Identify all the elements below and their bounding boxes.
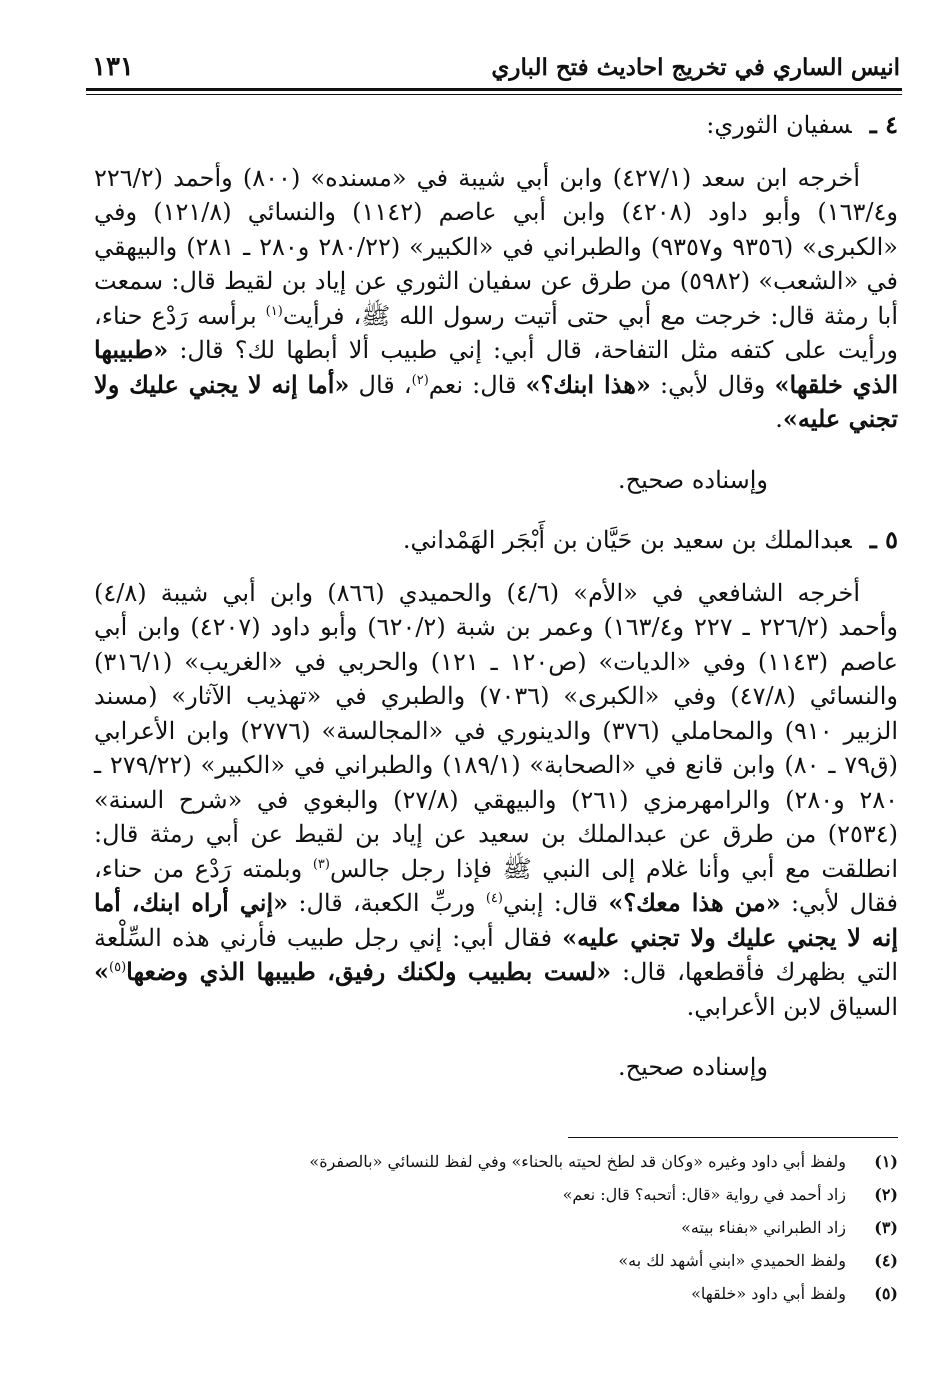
footnote-text: ولفظ الحميدي «ابني أشهد لك به» — [618, 1251, 846, 1270]
book-title: انيس الساري في تخريج احاديث فتح الباري — [491, 54, 900, 81]
footnote — [94, 1145, 898, 1178]
section-number: ٥ ـ — [869, 525, 898, 554]
footnote-number: (١) — [874, 1152, 898, 1171]
footnote-ref: (١) — [265, 303, 283, 319]
section-heading-4 — [94, 108, 898, 143]
footnote-ref: (٢) — [411, 372, 429, 388]
footnote-separator — [568, 1137, 898, 1138]
footnotes — [94, 1145, 898, 1310]
header-rule-thick — [86, 88, 902, 91]
narrator-name: عبدالملك بن سعيد بن حَيَّان بن أَبْجَر الهَمْداني. — [402, 526, 852, 554]
text-run: قال: نعم — [428, 370, 526, 399]
footnote-number: (٣) — [874, 1218, 898, 1237]
section-number: ٤ ـ — [869, 110, 898, 139]
footnote — [94, 1211, 898, 1244]
main-text — [94, 108, 898, 1085]
footnote — [94, 1277, 898, 1310]
text-run: فقال أبي: إني رجل طبيب فأرني هذه السِّلْعة التي بظهرك فأقطعها، قال: — [94, 923, 898, 986]
footnote-text: ولفظ أبي داود «خلقها» — [691, 1284, 846, 1303]
isnad-verdict: وإسناده صحيح. — [617, 465, 768, 494]
text-run: السياق لابن الأعرابي. — [686, 992, 898, 1021]
footnote — [94, 1178, 898, 1211]
footnote-number: (٤) — [874, 1251, 898, 1270]
hadith-quote: «إني أراه ابنك، أما إنه لا يجني عليك ولا تجني عليه» — [94, 888, 898, 952]
takhrij-paragraph-4 — [94, 161, 898, 437]
footnote-ref: (٣) — [312, 856, 330, 872]
text-run: وقال لأبي: — [650, 370, 775, 399]
header-rule-thin — [86, 94, 902, 95]
running-header — [92, 52, 900, 88]
hadith-quote: «طبيبها الذي خلقها» — [94, 335, 899, 399]
text-run: أخرجه ابن سعد (٤٢٧/١) وابن أبي شيبة في «مسنده» (٨٠٠) وأحمد (٢٢٦/٢ و١٦٣/٤) وأبو داود (٤٢٠٨) وابن أبي عاصم (١١٤٢) والنسائي (١٢١/٨) وفي «الكبرى» (٩٣٥٦ و٩٣٥٧) والطبراني في «الكبير» (٢٨٠/٢٢ و٢٨٠ ـ ٢٨١) والبيهقي في «الشعب» (٥٩٨٢) من طرق عن سفيان الثوري عن إياد بن لقيط قال: سمعت أبا رمثة قال: خرجت مع أبي حتى أتيت رسول الله ﷺ، فرأيت — [94, 163, 899, 330]
footnote-number: (٥) — [874, 1284, 898, 1303]
footnote-ref: (٥) — [109, 960, 127, 975]
footnote-text: زاد الطبراني «بفناء بيته» — [681, 1218, 846, 1237]
hadith-quote: «لست بطبيب ولكنك رفيق، طبيبها الذي وضعها — [126, 957, 612, 986]
footnote-text: ولفظ أبي داود وغيره «وكان قد لطخ لحيته بالحناء» وفي لفظ للنسائي «بالصفرة» — [309, 1152, 846, 1171]
hadith-quote: «أما إنه لا يجني عليك ولا تجني عليه» — [94, 369, 898, 433]
text-run: برأسه رَدْع حناء، ورأيت على كتفه مثل التفاحة، قال أبي: إني طبيب ألا أبطها لك؟ قال: — [94, 301, 898, 364]
text-run: . — [775, 405, 783, 433]
footnote-number: (٢) — [874, 1185, 898, 1204]
text-run: أخرجه الشافعي في «الأم» (٤/٦) والحميدي (٨٦٦) وابن أبي شيبة (٤/٨) وأحمد (٢٢٦/٢ ـ ٢٢٧ و١٦٣/٤) وعمر بن شبة (٦٢٠/٢) وأبو داود (٤٢٠٧) وابن أبي عاصم (١١٤٣) وفي «الديات» (ص١٢٠ ـ ١٢١) والحربي في «الغريب» (٣١٦/١) والنسائي (٤٧/٨) وفي «الكبرى» (٧٠٣٦) والطبري في «تهذيب الآثار» (مسند الزبير ٩١٠) والمحاملي (٣٧٦) والدينوري في «المجالسة» (٢٧٧٦) وابن الأعرابي (ق٧٩ ـ ٨٠) وابن قانع في «الصحابة» (١٨٩/١) والطبراني في «الكبير» (٢٧٩/٢٢ ـ ٢٨٠ و٢٨٠) والرامهرمزي (٢٦١) والبيهقي (٢٧/٨) والبغوي في «شرح السنة» (٢٥٣٤) من طرق عن عبدالملك بن سعيد عن إياد بن لقيط عن أبي رمثة قال: انطلقت مع أبي وأنا غلام إلى النبي ﷺ فإذا رجل جالس — [94, 578, 899, 883]
footnote — [94, 1244, 898, 1277]
hadith-quote: «من هذا معك؟» — [608, 888, 781, 917]
text-run: قال: إبني — [502, 889, 609, 917]
text-run: وربِّ الكعبة، قال: — [288, 889, 486, 917]
text-run: ، قال — [349, 370, 412, 399]
hadith-quote-close: » — [94, 957, 109, 986]
section-heading-5 — [94, 523, 898, 558]
page-number: ١٣١ — [92, 52, 134, 82]
footnote-text: زاد أحمد في رواية «قال: أتحبه؟ قال: نعم» — [562, 1185, 846, 1204]
takhrij-paragraph-5 — [94, 576, 898, 1025]
isnad-verdict: وإسناده صحيح. — [617, 1053, 768, 1081]
hadith-quote: «هذا ابنك؟» — [525, 369, 651, 399]
narrator-name: سفيان الثوري: — [706, 111, 852, 139]
text-run: وبلمته رَدْع من حناء، فقال لأبي: — [94, 854, 899, 917]
footnote-ref: (٤) — [485, 891, 503, 906]
